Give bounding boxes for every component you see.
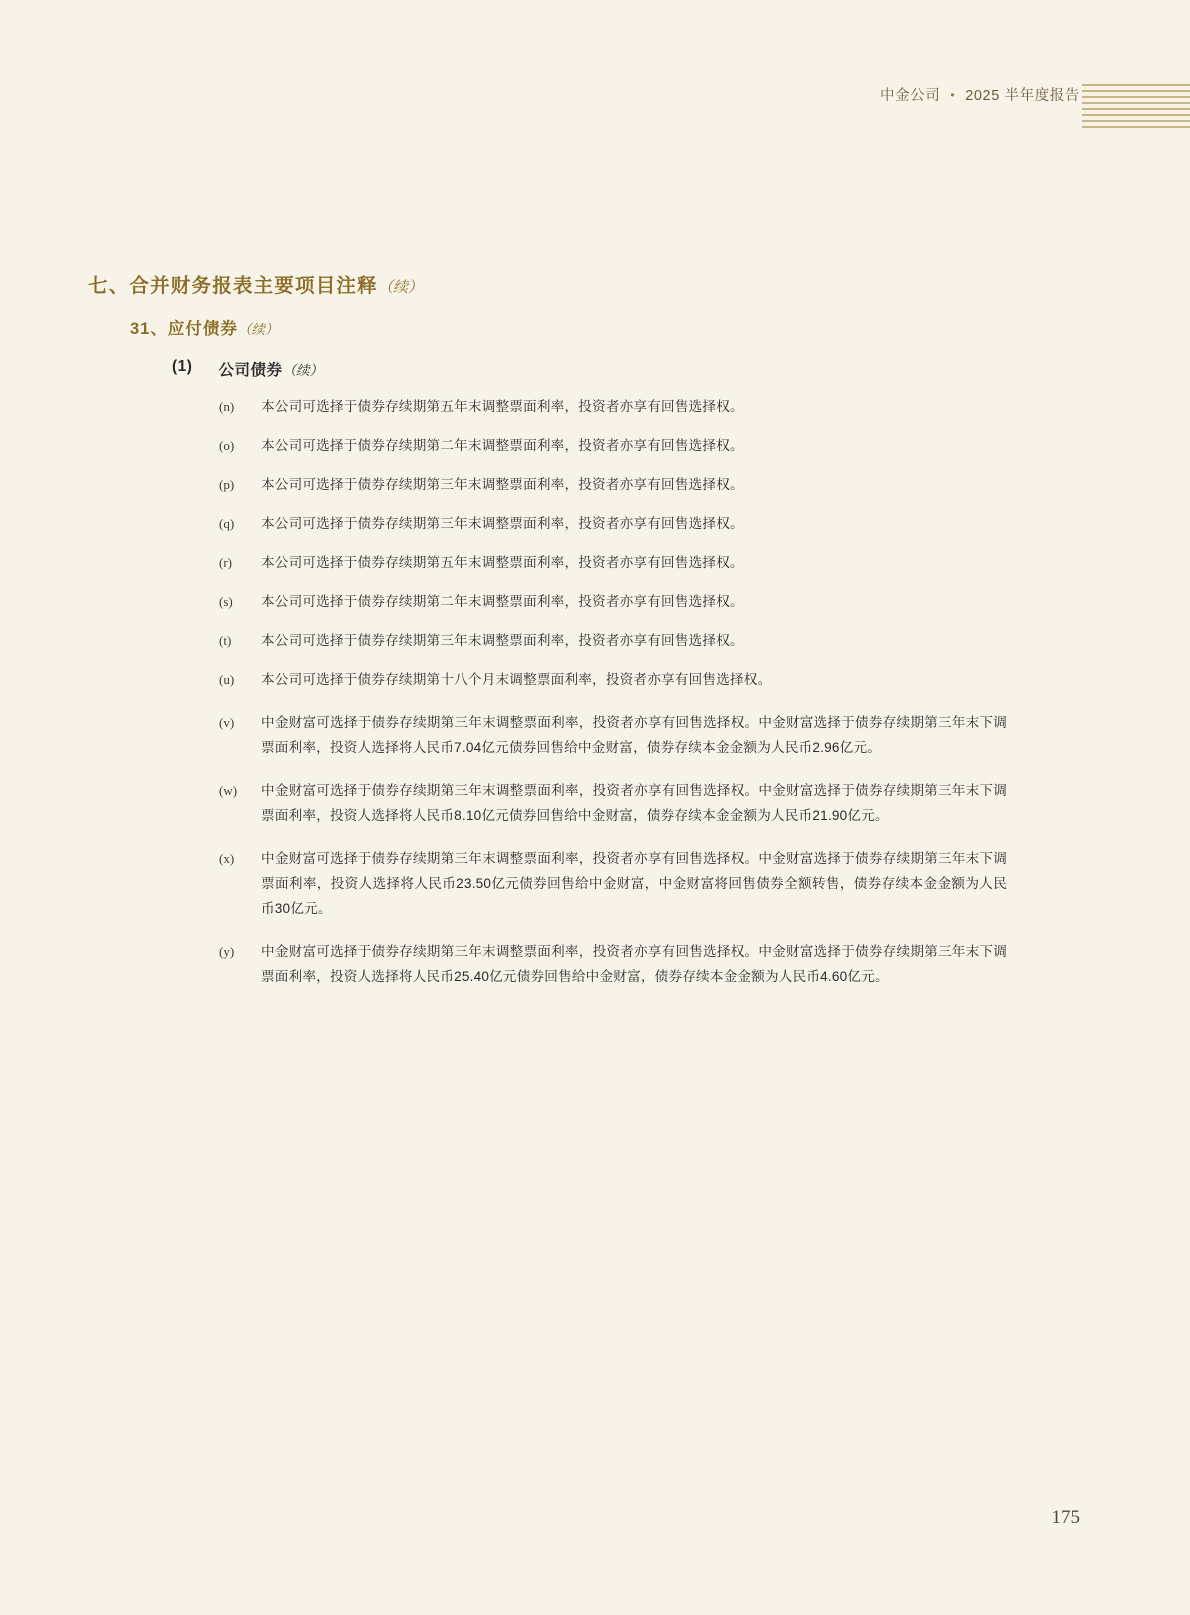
list-item-marker: (x) bbox=[219, 851, 235, 866]
stripe bbox=[1082, 120, 1190, 122]
list-item bbox=[0, 511, 1190, 536]
list-item-marker: (o) bbox=[219, 438, 235, 453]
list-item-marker: (r) bbox=[219, 555, 232, 570]
stripe bbox=[1082, 114, 1190, 116]
header-report-title: 2025 半年度报告 bbox=[965, 88, 1080, 104]
list-item bbox=[0, 939, 1190, 989]
list-item bbox=[0, 667, 1190, 692]
list-item-marker: (t) bbox=[219, 633, 232, 648]
list-item-marker: (n) bbox=[219, 399, 235, 414]
list-item-text: 中金财富可选择于债券存续期第三年末调整票面利率，投资者亦享有回售选择权。中金财富选择于债券存续期第三年末下调票面利率，投资人选择将人民币23.50亿元债券回售给中金财富，中金财富将回售债券全额转售，债券存续本金金额为人民币30亿元。 bbox=[261, 851, 1007, 916]
list-item bbox=[0, 394, 1190, 419]
list-item-text: 本公司可选择于债券存续期第十八个月末调整票面利率，投资者亦享有回售选择权。 bbox=[261, 672, 772, 687]
list-item-text: 本公司可选择于债券存续期第五年末调整票面利率，投资者亦享有回售选择权。 bbox=[261, 555, 744, 570]
header-company: 中金公司 bbox=[879, 88, 941, 104]
list-item-text: 中金财富可选择于债券存续期第三年末调整票面利率，投资者亦享有回售选择权。中金财富选择于债券存续期第三年末下调票面利率，投资人选择将人民币7.04亿元债券回售给中金财富，债券存续本金金额为人民币2.96亿元。 bbox=[261, 715, 1007, 755]
stripe bbox=[1082, 108, 1190, 110]
stripe bbox=[1082, 96, 1190, 98]
section-heading bbox=[88, 270, 423, 298]
subsection-heading bbox=[130, 315, 278, 339]
stripe bbox=[1082, 102, 1190, 104]
list-item bbox=[0, 778, 1190, 828]
list-item-text: 中金财富可选择于债券存续期第三年末调整票面利率，投资者亦享有回售选择权。中金财富选择于债券存续期第三年末下调票面利率，投资人选择将人民币8.10亿元债券回售给中金财富，债券存续本金金额为人民币21.90亿元。 bbox=[261, 783, 1007, 823]
list-item bbox=[0, 550, 1190, 575]
list-item-marker: (q) bbox=[219, 516, 235, 531]
item-heading-group bbox=[218, 358, 323, 380]
item-heading bbox=[172, 358, 323, 380]
list-item bbox=[0, 472, 1190, 497]
notes-list bbox=[0, 394, 1190, 1007]
list-item-text: 本公司可选择于债券存续期第五年末调整票面利率，投资者亦享有回售选择权。 bbox=[261, 399, 744, 414]
list-item bbox=[0, 589, 1190, 614]
list-item-text: 本公司可选择于债券存续期第三年末调整票面利率，投资者亦享有回售选择权。 bbox=[261, 633, 744, 648]
list-item-text: 中金财富可选择于债券存续期第三年末调整票面利率，投资者亦享有回售选择权。中金财富选择于债券存续期第三年末下调票面利率，投资人选择将人民币25.40亿元债券回售给中金财富，债券存续本金金额为人民币4.60亿元。 bbox=[261, 944, 1007, 984]
list-item bbox=[0, 846, 1190, 921]
subsection-heading-continued: （续） bbox=[237, 322, 279, 337]
list-item-text: 本公司可选择于债券存续期第三年末调整票面利率，投资者亦享有回售选择权。 bbox=[261, 516, 744, 531]
list-item bbox=[0, 710, 1190, 760]
section-heading-continued: （续） bbox=[377, 279, 423, 296]
stripe bbox=[1082, 126, 1190, 128]
item-heading-continued: （续） bbox=[282, 363, 323, 378]
item-number: (1) bbox=[172, 358, 193, 375]
list-item-marker: (v) bbox=[219, 715, 235, 730]
header-stripes-decoration bbox=[1082, 84, 1190, 140]
list-item bbox=[0, 628, 1190, 653]
page-header bbox=[880, 84, 1080, 105]
list-item bbox=[0, 433, 1190, 458]
page-number: 175 bbox=[1051, 1507, 1080, 1528]
list-item-text: 本公司可选择于债券存续期第三年末调整票面利率，投资者亦享有回售选择权。 bbox=[261, 477, 744, 492]
list-item-marker: (s) bbox=[219, 594, 233, 609]
stripe bbox=[1082, 84, 1190, 86]
list-item-text: 本公司可选择于债券存续期第二年末调整票面利率，投资者亦享有回售选择权。 bbox=[261, 438, 744, 453]
list-item-marker: (u) bbox=[219, 672, 235, 687]
section-heading-text: 七、合并财务报表主要项目注释 bbox=[88, 275, 378, 297]
item-heading-text: 公司债券 bbox=[218, 362, 283, 379]
list-item-marker: (y) bbox=[219, 944, 235, 959]
list-item-marker: (w) bbox=[219, 783, 238, 798]
subsection-heading-text: 31、应付债券 bbox=[130, 320, 238, 338]
list-item-marker: (p) bbox=[219, 477, 235, 492]
header-separator-icon: • bbox=[950, 87, 956, 102]
stripe bbox=[1082, 90, 1190, 92]
list-item-text: 本公司可选择于债券存续期第二年末调整票面利率，投资者亦享有回售选择权。 bbox=[261, 594, 744, 609]
